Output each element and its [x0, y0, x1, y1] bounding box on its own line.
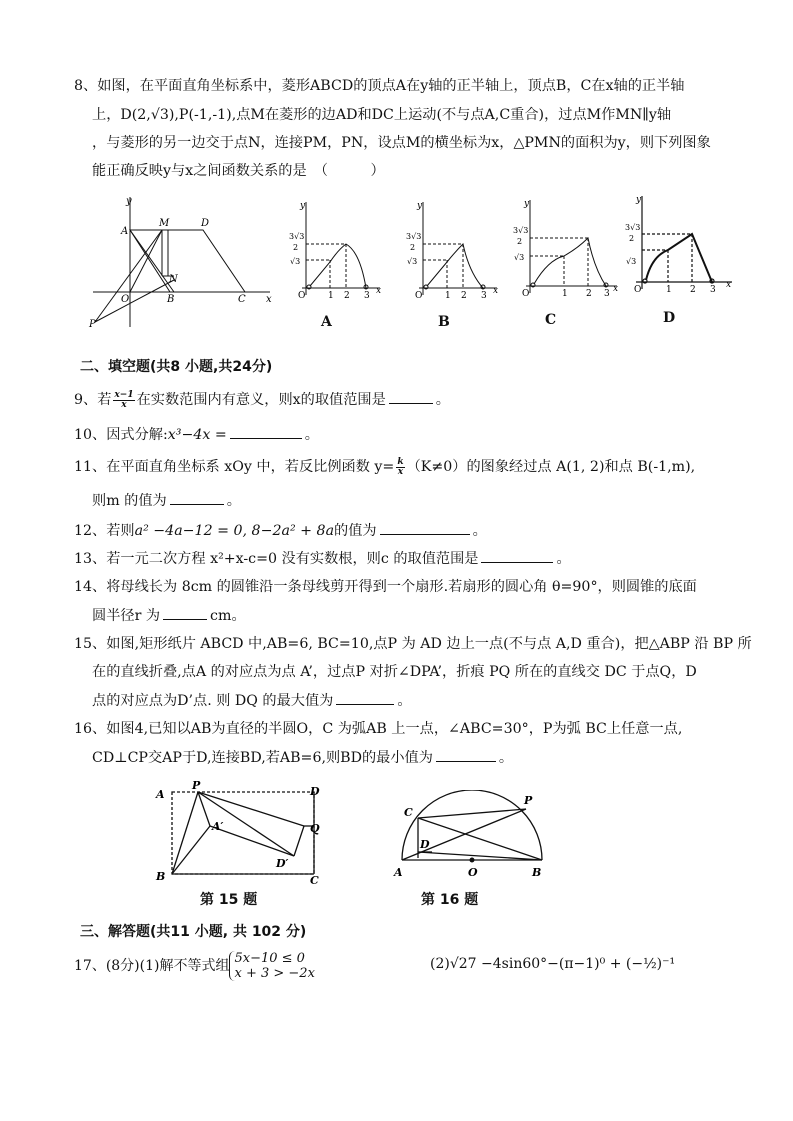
q16-answer-blank[interactable]	[436, 747, 496, 762]
q14-line2-post: cm。	[210, 608, 246, 624]
graph-label: y	[300, 201, 306, 211]
graph-label: 1	[666, 285, 672, 294]
graph-label: 3	[481, 291, 487, 300]
q15-line2: 在的直线折叠,点A 的对应点为点 A’，过点P 对折∠DPA’，折痕 PQ 所在的直线交 DC 于点Q，D	[92, 664, 697, 680]
q16-line2: CD⊥CP交AP于D,连接BD,若AB=6,则BD的最小值为 。	[92, 747, 513, 768]
main-label: C	[238, 294, 246, 305]
q8-graph-a	[288, 200, 383, 300]
q14-line1: 14、将母线长为 8cm 的圆锥沿一条母线剪开得到一个扇形.若扇形的圆心角 θ=90°，则圆锥的底面	[74, 579, 697, 595]
fig15-label: D	[310, 785, 320, 798]
q12-pre: 12、若则	[74, 523, 135, 539]
q10-pre: 10、因式分解:	[74, 427, 168, 443]
graph-label: 3√3	[625, 223, 641, 232]
graph-label: 3	[604, 289, 610, 298]
q11-frac-num: k	[397, 456, 404, 467]
graph-label: y	[524, 199, 530, 209]
option-a-label: A	[321, 314, 332, 330]
graph-label: 2	[690, 285, 696, 294]
q17-system	[229, 951, 314, 981]
q12-answer-blank[interactable]	[380, 520, 470, 535]
option-c-label: C	[545, 312, 557, 328]
q10: 10、因式分解:x³−4x = 。	[74, 424, 319, 445]
fig16-label: D	[420, 838, 430, 851]
fig15-label: A′	[212, 820, 224, 833]
q9-pre: 9、若	[74, 392, 112, 408]
option-b-label: B	[438, 314, 450, 330]
fig15-label: D′	[276, 857, 289, 870]
graph-label: 2	[461, 291, 467, 300]
graph-label: 2	[517, 237, 523, 246]
q11-fraction	[396, 458, 404, 477]
graph-label: 1	[562, 289, 568, 298]
q15-answer-blank[interactable]	[336, 690, 394, 705]
fig16-label: P	[524, 794, 533, 807]
graph-label: O	[415, 291, 423, 300]
q13-pre: 13、若一元二次方程 x²+x-c=0 没有实数根，则c 的取值范围是	[74, 551, 479, 567]
q11-answer-blank[interactable]	[170, 490, 224, 505]
graph-label: √3	[626, 257, 637, 266]
fig16-label: A	[394, 866, 403, 879]
graph-label: 3	[710, 285, 716, 294]
graph-label: 3√3	[406, 232, 422, 241]
q10-expr: x³−4x =	[167, 427, 227, 443]
q14-answer-blank[interactable]	[163, 605, 207, 620]
option-d-label: D	[663, 310, 676, 326]
graph-label: 2	[629, 234, 635, 243]
fig15-label: Q	[310, 822, 320, 835]
q8-line1: 8、如图，在平面直角坐标系中，菱形ABCD的顶点A在y轴的正半轴上，顶点B，C在x轴的正半轴	[74, 78, 685, 94]
q14-line2-pre: 圆半径r 为	[92, 608, 161, 624]
graph-label: 1	[445, 291, 451, 300]
fig16	[392, 790, 552, 882]
graph-label: 3√3	[289, 232, 305, 241]
q17-part1	[74, 951, 315, 981]
graph-label: x	[726, 280, 732, 290]
q13: 13、若一元二次方程 x²+x-c=0 没有实数根，则c 的取值范围是 。	[74, 548, 571, 569]
main-label: P	[89, 319, 96, 330]
q11-line1	[74, 457, 695, 477]
q9: 9、若 $\frac{x-1}{x}$ 在实数范围内有意义，则x的取值范围是 。	[74, 389, 450, 410]
graph-label: 1	[328, 291, 334, 300]
fig15	[150, 780, 330, 888]
q11-frac-den: x	[397, 466, 404, 477]
graph-label: x	[613, 284, 619, 294]
q12-expr: a² −4a−12 = 0, 8−2a² + 8a	[134, 523, 335, 539]
q12: 12、若则a² −4a−12 = 0, 8−2a² + 8a的值为 。	[74, 520, 487, 541]
q12-post: 的值为	[334, 523, 377, 539]
q17-pre: 17、(8分)(1)解不等式组	[74, 958, 230, 974]
q17-ineq1: 5x−10 ≤ 0	[234, 951, 305, 966]
q9-frac-num: x−1	[114, 389, 134, 400]
q11-line2-text: 则m 的值为	[92, 493, 167, 509]
q16-line2-text: CD⊥CP交AP于D,连接BD,若AB=6,则BD的最小值为	[92, 750, 433, 766]
graph-label: 3	[364, 291, 370, 300]
fig16-label: B	[532, 866, 542, 879]
graph-label: 2	[586, 289, 592, 298]
q9-frac-den: x	[121, 399, 127, 410]
q15-line3: 点的对应点为D’点. 则 DQ 的最大值为 。	[92, 690, 412, 711]
fig15-label: C	[310, 874, 319, 887]
fig16-caption: 第 16 题	[421, 892, 479, 908]
graph-label: O	[298, 291, 306, 300]
graph-label: y	[636, 195, 642, 205]
fig16-label: C	[404, 806, 413, 819]
graph-label: O	[522, 289, 530, 298]
q9-fraction	[113, 391, 134, 410]
q11-line2: 则m 的值为 。	[92, 490, 241, 511]
graph-label: √3	[407, 257, 418, 266]
main-label: D	[201, 218, 210, 229]
graph-label: √3	[514, 253, 525, 262]
q8-line4: 能正确反映y与x之间函数关系的是 （ ）	[92, 163, 385, 179]
q8-line2: 上，D(2,√3),P(-1,-1),点M在菱形的边AD和DC上运动(不与点A,C重合)，过点M作MN∥y轴	[92, 107, 672, 123]
graph-label: 2	[410, 243, 416, 252]
graph-label: 3√3	[513, 226, 529, 235]
section2-heading: 二、填空题(共8 小题,共24分)	[80, 359, 273, 375]
q14-line2	[92, 605, 246, 626]
q15-line1: 15、如图,矩形纸片 ABCD 中,AB=6, BC=10,点P 为 AD 边上一点(不与点 A,D 重合)，把△ABP 沿 BP 所	[74, 636, 752, 652]
graph-label: x	[493, 286, 499, 296]
graph-label: O	[634, 285, 642, 294]
graph-label: x	[376, 286, 382, 296]
q8-line3: ，与菱形的另一边交于点N，连接PM，PN，设点M的横坐标为x，△PMN的面积为y，则下列图象	[92, 135, 711, 151]
graph-label: √3	[290, 257, 301, 266]
q17-ineq2: x + 3 > −2x	[234, 966, 315, 981]
q10-answer-blank[interactable]	[230, 424, 302, 439]
q11-pre: 11、在平面直角坐标系 xOy 中，若反比例函数 y=	[74, 459, 395, 475]
fig15-caption: 第 15 题	[200, 892, 258, 908]
fig15-label: P	[192, 780, 201, 792]
graph-label: 2	[344, 291, 350, 300]
section3-heading: 三、解答题(共11 小题, 共 102 分)	[80, 924, 307, 940]
q8-graph-d	[622, 194, 737, 294]
q15-line3-text: 点的对应点为D’点. 则 DQ 的最大值为	[92, 693, 334, 709]
q17-part2: (2)√27 −4sin60°−(π−1)⁰ + (−½)⁻¹	[430, 956, 676, 972]
main-label: M	[159, 218, 170, 229]
graph-label: 2	[293, 243, 299, 252]
main-label: y	[126, 196, 132, 207]
main-label: x	[266, 294, 272, 305]
main-label: A	[121, 226, 129, 237]
q8-main-figure	[85, 192, 280, 332]
q9-answer-blank[interactable]	[389, 389, 433, 404]
graph-label: y	[417, 201, 423, 211]
fig15-label: B	[156, 870, 166, 883]
fig16-label: O	[468, 866, 478, 879]
q8-graph-b	[405, 200, 500, 300]
q9-post: 在实数范围内有意义，则x的取值范围是	[136, 392, 386, 408]
main-label: O	[121, 294, 130, 305]
main-label: B	[167, 294, 175, 305]
q16-line1: 16、如图4,已知以AB为直径的半圆O，C 为弧AB 上一点，∠ABC=30°，P为弧 BC上任意一点,	[74, 721, 683, 737]
q13-answer-blank[interactable]	[481, 548, 553, 563]
q11-post: （K≠0）的图象经过点 A(1, 2)和点 B(-1,m),	[406, 459, 696, 475]
fig15-label: A	[156, 788, 165, 801]
main-label: N	[169, 274, 178, 285]
q8-graph-c	[512, 198, 622, 298]
